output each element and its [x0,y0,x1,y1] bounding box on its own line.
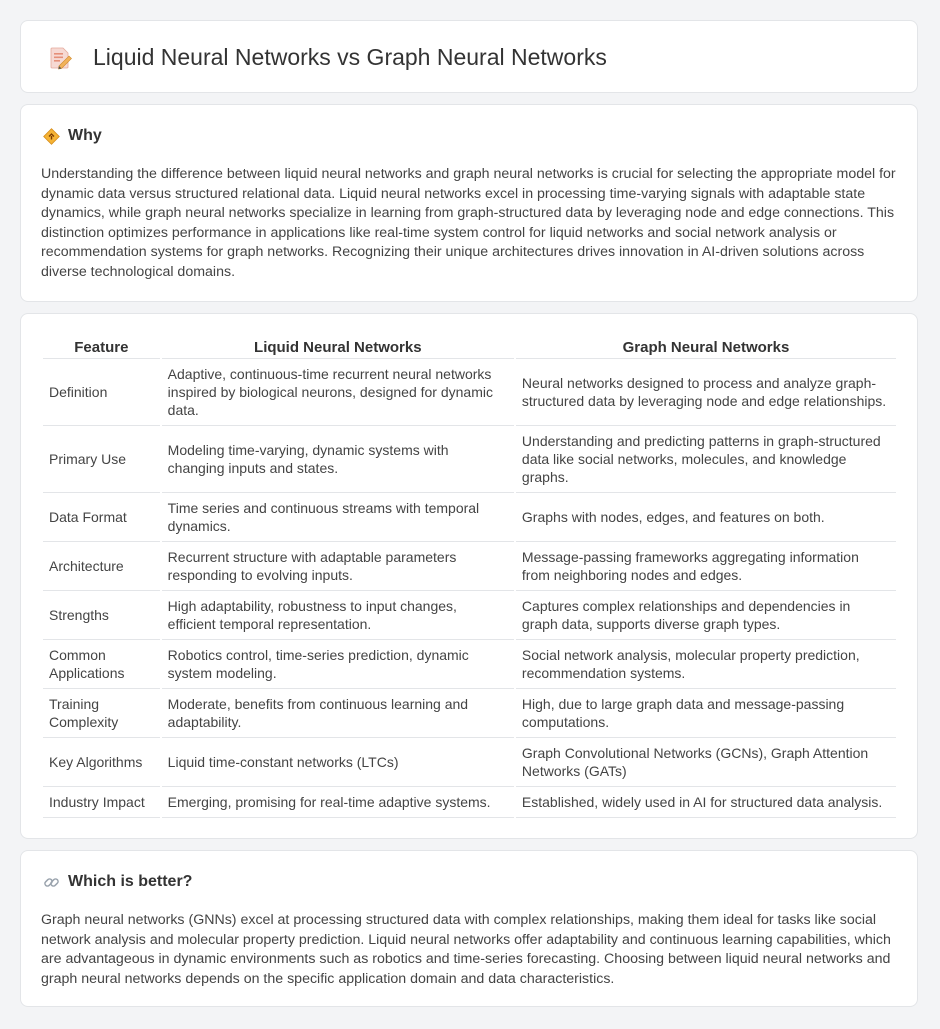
document-edit-icon [47,45,73,71]
why-section [20,104,918,302]
table-row [43,493,896,542]
row-liquid: Recurrent structure with adaptable parameters responding to evolving inputs. [162,542,514,591]
link-icon [43,874,60,891]
row-feature: Architecture [43,542,160,591]
row-feature: Key Algorithms [43,738,160,787]
row-liquid: Emerging, promising for real-time adaptive systems. [162,787,514,818]
row-feature: Industry Impact [43,787,160,818]
row-liquid: Moderate, benefits from continuous learning and adaptability. [162,689,514,738]
comparison-section [20,313,918,839]
page-title: Liquid Neural Networks vs Graph Neural Networks [93,44,607,70]
row-feature: Primary Use [43,426,160,493]
table-row [43,359,896,426]
table-row [43,787,896,818]
why-heading: Why [68,127,102,144]
row-liquid: Adaptive, continuous-time recurrent neural networks inspired by biological neurons, designed for dynamic data. [162,359,514,426]
comparison-table [41,336,898,818]
table-row [43,689,896,738]
row-graph: Established, widely used in AI for structured data analysis. [516,787,896,818]
title-card [20,20,918,93]
which-better-section [20,850,918,1007]
better-heading-row [43,873,192,891]
row-feature: Training Complexity [43,689,160,738]
row-liquid: Modeling time-varying, dynamic systems with changing inputs and states. [162,426,514,493]
why-heading-row [43,127,102,145]
header-feature: Feature [43,336,160,359]
header-graph: Graph Neural Networks [516,336,896,359]
table-row [43,542,896,591]
row-liquid: High adaptability, robustness to input changes, efficient temporal representation. [162,591,514,640]
diamond-signal-icon [43,128,60,145]
better-body: Graph neural networks (GNNs) excel at processing structured data with complex relationships, making them ideal for tasks like social network analysis and molecular property prediction. Liquid neural networks offer adaptability and continuous learning capabilities, which are advantageous in dynamic environments such as robotics and time-series forecasting. Choosing between liquid neural networks and graph neural networks depends on the specific application domain and data characteristics. [41,912,891,987]
row-liquid: Robotics control, time-series prediction, dynamic system modeling. [162,640,514,689]
better-heading: Which is better? [68,873,193,890]
table-row [43,738,896,787]
row-graph: Message-passing frameworks aggregating information from neighboring nodes and edges. [516,542,896,591]
row-feature: Data Format [43,493,160,542]
row-liquid: Time series and continuous streams with temporal dynamics. [162,493,514,542]
row-feature: Definition [43,359,160,426]
row-feature: Common Applications [43,640,160,689]
row-liquid: Liquid time-constant networks (LTCs) [162,738,514,787]
row-graph: High, due to large graph data and message-passing computations. [516,689,896,738]
row-graph: Graphs with nodes, edges, and features on both. [516,493,896,542]
table-header-row [43,336,896,359]
row-graph: Captures complex relationships and dependencies in graph data, supports diverse graph types. [516,591,896,640]
table-row [43,426,896,493]
header-liquid: Liquid Neural Networks [162,336,514,359]
table-row [43,591,896,640]
row-graph: Social network analysis, molecular property prediction, recommendation systems. [516,640,896,689]
table-row [43,640,896,689]
row-graph: Neural networks designed to process and analyze graph-structured data by leveraging node and edge relationships. [516,359,896,426]
row-graph: Understanding and predicting patterns in graph-structured data like social networks, molecules, and knowledge graphs. [516,426,896,493]
title-row [47,44,607,71]
why-body: Understanding the difference between liquid neural networks and graph neural networks is crucial for selecting the appropriate model for dynamic data versus structured relational data. Liquid neural networks excel in processing time-varying signals with adaptable state dynamics, while graph neural networks specialize in learning from graph-structured data by leveraging node and edge connections. This distinction optimizes performance in applications like real-time system control for liquid networks and social network analysis or recommendation systems for graph networks. Recognizing their unique architectures drives innovation in AI-driven solutions across diverse technological domains. [41,166,896,280]
row-graph: Graph Convolutional Networks (GCNs), Graph Attention Networks (GATs) [516,738,896,787]
row-feature: Strengths [43,591,160,640]
